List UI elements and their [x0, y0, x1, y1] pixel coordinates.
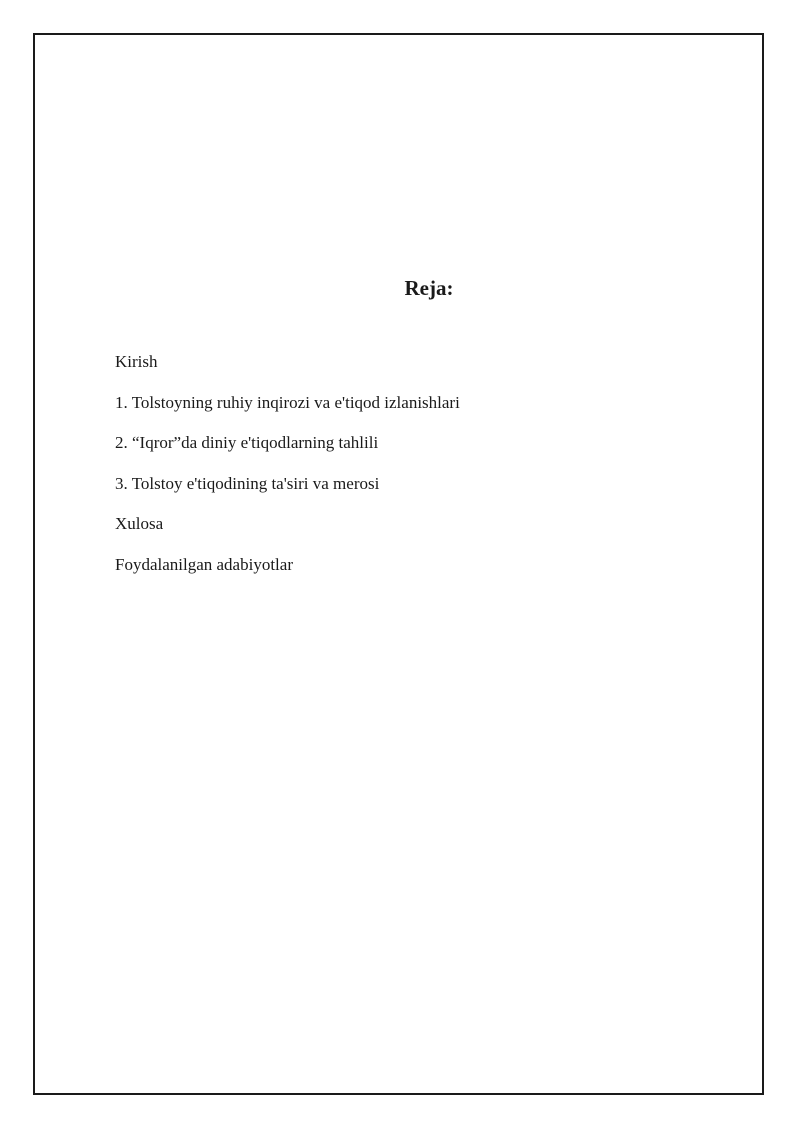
- plan-item-chapter-1: 1. Tolstoyning ruhiy inqirozi va e'tiqod izlanishlari: [115, 392, 460, 412]
- plan-title: Reja:: [404, 276, 454, 300]
- plan-item-conclusion: Xulosa: [115, 514, 164, 533]
- plan-list: [115, 348, 460, 591]
- plan-item-chapter-2: 2. “Iqror”da diniy e'tiqodlarning tahlili: [115, 433, 379, 452]
- plan-item-chapter-3: 3. Tolstoy e'tiqodining ta'siri va merosi: [115, 473, 380, 493]
- plan-item-introduction: Kirish: [115, 352, 158, 371]
- plan-item-references: Foydalanilgan adabiyotlar: [115, 554, 293, 574]
